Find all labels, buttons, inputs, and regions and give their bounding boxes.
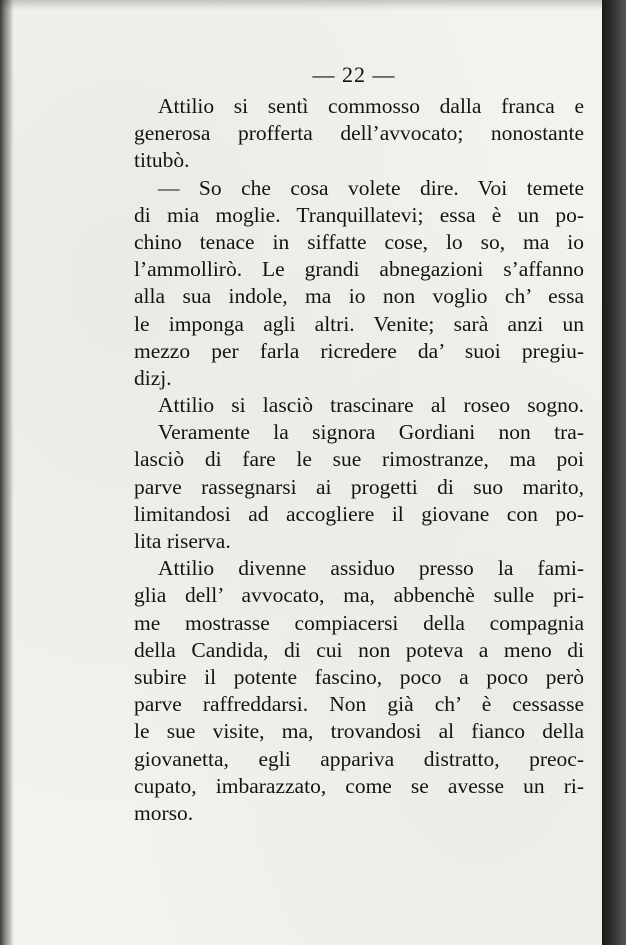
text-line: morso. <box>134 800 194 825</box>
text-line: di mia moglie. Tranquillatevi; essa è un po- <box>134 202 584 227</box>
text-line: Attilio si sentì commosso dalla franca e <box>158 94 584 118</box>
text-line: generosa profferta dell’avvocato; nonostante <box>134 121 584 146</box>
text-line: le sue visite, ma, trovandosi al fianco della <box>134 719 584 744</box>
text-line: Attilio divenne assiduo presso la fami- <box>158 556 584 581</box>
text-line: limitandosi ad accogliere il giovane con po- <box>134 501 584 526</box>
text-line: mezzo per farla ricredere da’ suoi pregiu- <box>134 338 584 363</box>
page-gutter-shadow <box>0 0 14 945</box>
text-line: alla sua indole, ma io non voglio ch’ essa <box>134 284 584 309</box>
text-line: della Candida, di cui non poteva a meno di <box>134 637 584 662</box>
text-line: me mostrasse compiacersi della compagnia <box>134 610 584 635</box>
text-line: lita riserva. <box>134 529 231 553</box>
text-line: l’ammollirò. Le grandi abnegazioni s’affanno <box>134 257 584 282</box>
text-line: chino tenace in siffatte cose, lo so, ma io <box>134 229 584 254</box>
text-line: — So che cosa volete dire. Voi temete <box>158 175 584 200</box>
text-line: parve rassegnarsi ai progetti di suo marito, <box>134 474 584 499</box>
text-line: le imponga agli altri. Venite; sarà anzi un <box>134 311 584 336</box>
page-number: — 22 — <box>312 62 396 87</box>
text-line: glia dell’ avvocato, ma, abbenchè sulle pri- <box>134 583 584 608</box>
text-line: titubò. <box>134 148 190 173</box>
text-line: lasciò di fare le sue rimostranze, ma poi <box>134 447 584 472</box>
text-line: Veramente la signora Gordiani non tra- <box>158 420 584 445</box>
text-line: Attilio si lasciò trascinare al roseo sogno. <box>158 393 584 418</box>
text-line: parve raffreddarsi. Non già ch’ è cessasse <box>134 692 584 717</box>
page-top-shadow <box>0 0 602 10</box>
text-line: subire il potente fascino, poco a poco però <box>134 664 584 689</box>
text-line: giovanetta, egli appariva distratto, preoc- <box>134 746 584 771</box>
body-text <box>134 93 584 827</box>
text-line: dizj. <box>134 365 172 390</box>
text-line: cupato, imbarazzato, come se avesse un ri- <box>134 773 584 798</box>
page-edge-shadow <box>602 0 626 945</box>
